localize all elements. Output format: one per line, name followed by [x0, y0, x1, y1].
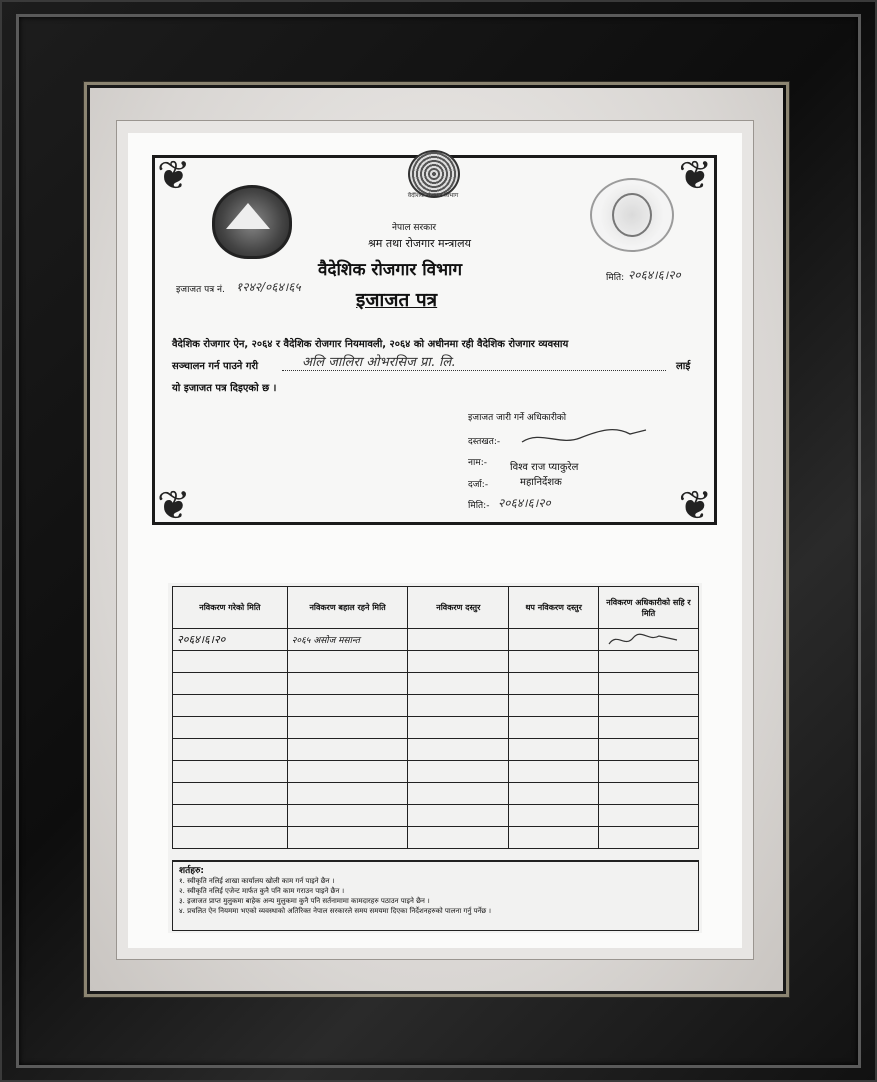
- table-cell: [509, 827, 599, 849]
- corner-ornament-icon: ❦: [678, 153, 712, 199]
- signature-scribble-icon: [520, 420, 650, 450]
- table-cell: [509, 651, 599, 673]
- table-cell: [173, 827, 288, 849]
- rank-label: दर्जा:-: [468, 480, 489, 490]
- table-cell: [287, 783, 408, 805]
- stamp-center-icon: [612, 193, 652, 237]
- table-cell: [599, 651, 699, 673]
- table-header-row: [173, 587, 699, 629]
- table-row: [173, 651, 699, 673]
- table-cell: [408, 739, 509, 761]
- issue-date-label: मिति:-: [468, 501, 490, 511]
- extra-fee-cell: [509, 629, 599, 651]
- date-label: मिति:: [606, 273, 625, 283]
- table-cell: [599, 761, 699, 783]
- table-cell: [408, 651, 509, 673]
- table-cell: [599, 783, 699, 805]
- column-header: नविकरण दस्तुर: [408, 587, 509, 629]
- renewal-table: [172, 586, 699, 849]
- body-line-3: यो इजाजत पत्र दिइएको छ ।: [172, 383, 277, 394]
- table-cell: [287, 717, 408, 739]
- table-cell: [287, 651, 408, 673]
- official-seal-icon: [408, 150, 460, 198]
- column-header: थप नविकरण दस्तुर: [509, 587, 599, 629]
- table-cell: [287, 805, 408, 827]
- officer-signature-icon: [603, 630, 683, 648]
- term-item: १. स्वीकृति नलिई शाखा कार्यालय खोली काम गर्न पाइने छैन ।: [179, 877, 335, 885]
- table-cell: [173, 739, 288, 761]
- company-name-line: [282, 370, 666, 371]
- term-item: ४. प्रचलित ऐन नियममा भएको व्यवस्थाको अतिरिक्त नेपाल सरकारले समय समयमा दिएका निर्देशनहरुको पालना गर्नु पर्नेछ ।: [179, 907, 492, 915]
- table-row: [173, 827, 699, 849]
- table-row: [173, 629, 699, 651]
- term-item: २. स्वीकृति नलिई एजेन्ट मार्फत कुनै पनि काम गराउन पाइने छैन ।: [179, 887, 345, 895]
- body-line-1: वैदेशिक रोजगार ऐन, २०६४ र वैदेशिक रोजगार नियमावली, २०६४ को अधीनमा रही वैदेशिक रोजगार व्यवसाय: [172, 339, 569, 350]
- corner-ornament-icon: ❦: [678, 483, 712, 529]
- table-row: [173, 673, 699, 695]
- body-line-2-suffix: लाई: [676, 361, 691, 372]
- table-cell: [287, 673, 408, 695]
- officer-signature-cell: [599, 629, 699, 651]
- table-cell: [599, 673, 699, 695]
- renewed-date-cell: २०६४।६।२०: [173, 629, 288, 651]
- table-cell: [509, 695, 599, 717]
- table-cell: [173, 805, 288, 827]
- table-cell: [599, 805, 699, 827]
- table-row: [173, 805, 699, 827]
- term-item: ३. इजाजत प्राप्त मुलुकमा बाहेक अन्य मुलुकमा कुनै पनि सर्तनामामा कामदारहरु पठाउन पाइने छैन ।: [179, 897, 430, 905]
- table-row: [173, 761, 699, 783]
- terms-box: [172, 860, 699, 931]
- seal-lettering: [398, 192, 468, 208]
- table-cell: [173, 783, 288, 805]
- terms-heading: शर्तहरु:: [179, 866, 205, 876]
- table-row: [173, 783, 699, 805]
- seal-department: वैदेशिक रोजगार विभाग: [407, 192, 459, 199]
- table-cell: [509, 717, 599, 739]
- table-cell: [287, 827, 408, 849]
- permit-number-label: इजाजत पत्र नं.: [176, 285, 225, 295]
- signature-label: दस्तखत:-: [468, 437, 501, 447]
- permit-number-value: १२४२/०६४।६५: [236, 280, 301, 294]
- table-cell: [173, 651, 288, 673]
- column-header: नविकरण गरेको मिति: [173, 587, 288, 629]
- table-cell: [509, 673, 599, 695]
- table-cell: [287, 739, 408, 761]
- fee-cell: [408, 629, 509, 651]
- table-cell: [599, 717, 699, 739]
- table-cell: [408, 805, 509, 827]
- date-value: २०६४।६।२०: [628, 268, 681, 282]
- column-header: नविकरण अधिकारीको सहि र मिति: [599, 587, 699, 629]
- table-cell: [599, 739, 699, 761]
- corner-ornament-icon: ❦: [157, 153, 191, 199]
- officer-name: विश्व राज प्याकुरेल: [510, 462, 579, 473]
- table-cell: [509, 761, 599, 783]
- ministry-name: श्रम तथा रोजगार मन्त्रालय: [368, 237, 471, 250]
- table-cell: [173, 761, 288, 783]
- officer-rank: महानिर्देशक: [520, 477, 562, 488]
- table-cell: [408, 673, 509, 695]
- table-cell: [408, 827, 509, 849]
- table-row: [173, 695, 699, 717]
- emblem-mountain-icon: [226, 203, 270, 229]
- certificate-title: इजाजत पत्र: [356, 289, 438, 311]
- table-cell: [408, 761, 509, 783]
- table-cell: [287, 695, 408, 717]
- company-name: अलि जालिरा ओभरसिज प्रा. लि.: [302, 355, 456, 370]
- body-line-2-prefix: सञ्चालन गर्न पाउने गरी: [172, 361, 259, 372]
- table-row: [173, 739, 699, 761]
- table-cell: [408, 695, 509, 717]
- government-name: नेपाल सरकार: [392, 223, 437, 233]
- name-label: नाम:-: [468, 458, 487, 468]
- table-cell: [173, 695, 288, 717]
- table-cell: [173, 717, 288, 739]
- corner-ornament-icon: ❦: [157, 483, 191, 529]
- table-cell: [408, 783, 509, 805]
- table-cell: [173, 673, 288, 695]
- valid-until-cell: २०६५ असोज मसान्त: [287, 629, 408, 651]
- table-cell: [509, 805, 599, 827]
- table-cell: [509, 739, 599, 761]
- column-header: नविकरण बहाल रहने मिति: [287, 587, 408, 629]
- table-row: [173, 717, 699, 739]
- table-cell: [287, 761, 408, 783]
- issuer-heading: इजाजत जारी गर्ने अधिकारीको: [468, 413, 567, 423]
- department-name: वैदेशिक रोजगार विभाग: [318, 260, 463, 280]
- issue-date-value: २०६४।६।२०: [498, 496, 551, 510]
- table-cell: [599, 827, 699, 849]
- table-cell: [408, 717, 509, 739]
- table-cell: [509, 783, 599, 805]
- table-cell: [599, 695, 699, 717]
